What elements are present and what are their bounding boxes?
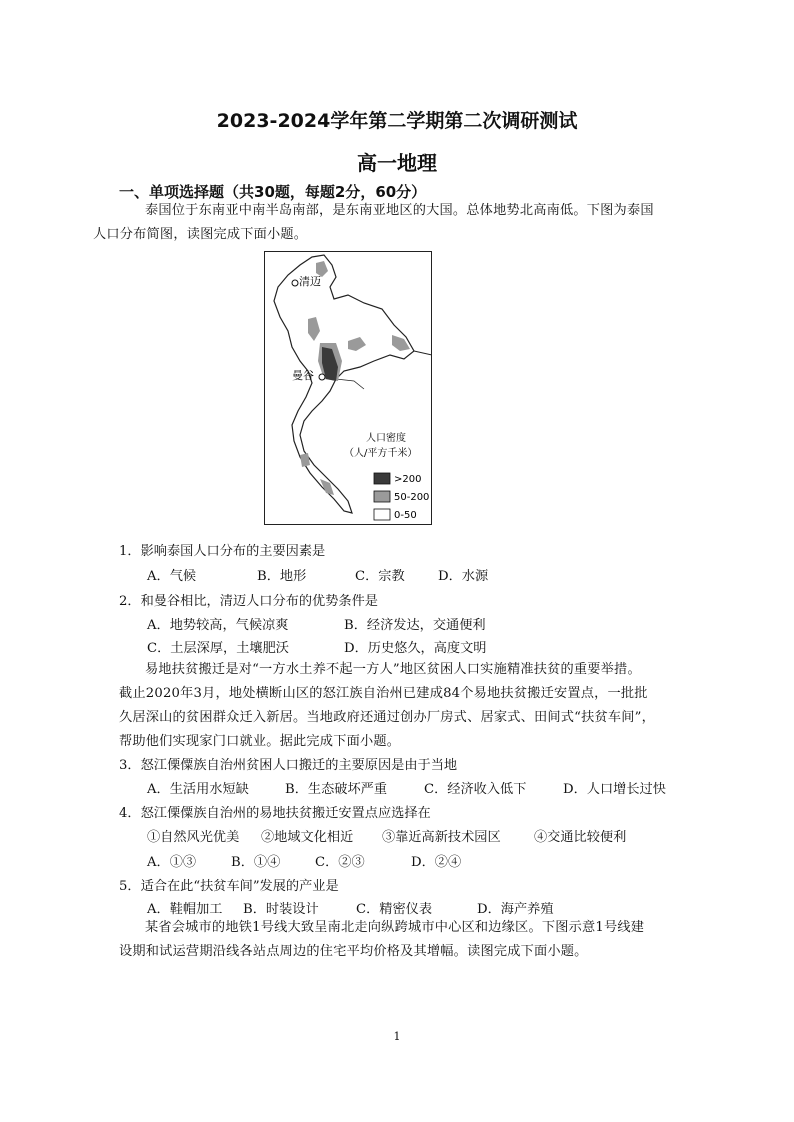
q5-option-c: C．精密仪表: [356, 902, 433, 917]
q1-option-d: D．水源: [438, 569, 489, 584]
q4-option-d: D．②④: [411, 855, 462, 870]
q1-option-c: C．宗教: [355, 569, 405, 584]
intro-thailand: [93, 199, 679, 247]
legend-swatch-high: [374, 473, 390, 484]
page-number: 1: [393, 1030, 401, 1043]
city-label-chiangmai: 清迈: [299, 275, 321, 288]
q3-option-a: A．生活用水短缺: [147, 782, 249, 797]
intro-line: 某省会城市的地铁1号线大致呈南北走向纵跨城市中心区和边缘区。下图示意1号线建: [145, 920, 645, 935]
city-label-bangkok: 曼谷: [292, 369, 314, 382]
intro-line: 帮助他们实现家门口就业。据此完成下面小题。: [119, 734, 401, 749]
q4-item-4: ④交通比较便利: [534, 830, 627, 845]
q4-item-2: ②地域文化相近: [261, 830, 354, 845]
intro-line: 泰国位于东南亚中南半岛南部，是东南亚地区的大国。总体地势北高南低。下图为泰国: [145, 203, 654, 218]
q2-option-a: A．地势较高，气候凉爽: [147, 618, 289, 633]
question-1-stem: 1．影响泰国人口分布的主要因素是: [119, 544, 326, 559]
thailand-population-map: [264, 251, 432, 525]
legend-title: 人口密度: [366, 433, 406, 444]
intro-line: 设期和试运营期沿线各站点周边的住宅平均价格及其增幅。读图完成下面小题。: [119, 944, 588, 959]
q3-option-b: B．生态破坏严重: [285, 782, 388, 797]
q4-option-b: B．①④: [231, 855, 281, 870]
q2-option-c: C．土层深厚，土壤肥沃: [147, 641, 289, 656]
q1-option-a: A．气候: [147, 569, 197, 584]
intro-line: 易地扶贫搬迁是对“一方水土养不起一方人”地区贫困人口实施精准扶贫的重要举措。: [145, 662, 641, 677]
legend-label-mid: 50-200: [394, 492, 430, 503]
q5-option-b: B．时装设计: [243, 902, 319, 917]
legend-unit: （人/平方千米）: [344, 448, 418, 459]
q5-option-a: A．鞋帽加工: [147, 902, 223, 917]
city-marker-bangkok: [319, 374, 325, 380]
intro-line: 截止2020年3月，地处横断山区的怒江族自治州已建成84个易地扶贫搬迁安置点，一批批: [119, 686, 648, 701]
q4-option-a: A．①③: [147, 855, 197, 870]
question-5-stem: 5．适合在此“扶贫车间”发展的产业是: [119, 879, 339, 894]
intro-metro: [119, 916, 679, 964]
exam-title: 2023-2024学年第二学期第二次调研测试: [216, 110, 578, 132]
q3-option-d: D．人口增长过快: [563, 782, 666, 797]
question-3-stem: 3．怒江傈僳族自治州贫困人口搬迁的主要原因是由于当地: [119, 758, 458, 773]
exam-subject: 高一地理: [357, 151, 437, 175]
question-2-stem: 2．和曼谷相比，清迈人口分布的优势条件是: [119, 594, 378, 609]
intro-line: 人口分布简图，读图完成下面小题。: [93, 227, 308, 242]
legend-swatch-mid: [374, 491, 390, 502]
q4-item-1: ①自然风光优美: [147, 830, 240, 845]
q4-item-3: ③靠近高新技术园区: [382, 830, 501, 845]
legend-swatch-low: [374, 509, 390, 520]
city-marker-chiangmai: [292, 280, 298, 286]
legend-label-low: 0-50: [394, 510, 417, 521]
q1-option-b: B．地形: [257, 569, 307, 584]
question-4-stem: 4．怒江傈僳族自治州的易地扶贫搬迁安置点应选择在: [119, 806, 431, 821]
intro-poverty-relocation: [119, 658, 679, 754]
q2-option-b: B．经济发达，交通便利: [344, 618, 486, 633]
q4-option-c: C．②③: [315, 855, 365, 870]
intro-line: 久居深山的贫困群众迁入新居。当地政府还通过创办厂房式、居家式、田间式“扶贫车间”，: [119, 710, 655, 725]
q2-option-d: D．历史悠久，高度文明: [344, 641, 487, 656]
legend-label-high: >200: [394, 474, 422, 485]
q5-option-d: D．海产养殖: [477, 902, 554, 917]
section-heading: 一、单项选择题（共30题，每题2分，60分）: [119, 183, 427, 201]
map-figure: [264, 251, 432, 525]
q3-option-c: C．经济收入低下: [424, 782, 527, 797]
